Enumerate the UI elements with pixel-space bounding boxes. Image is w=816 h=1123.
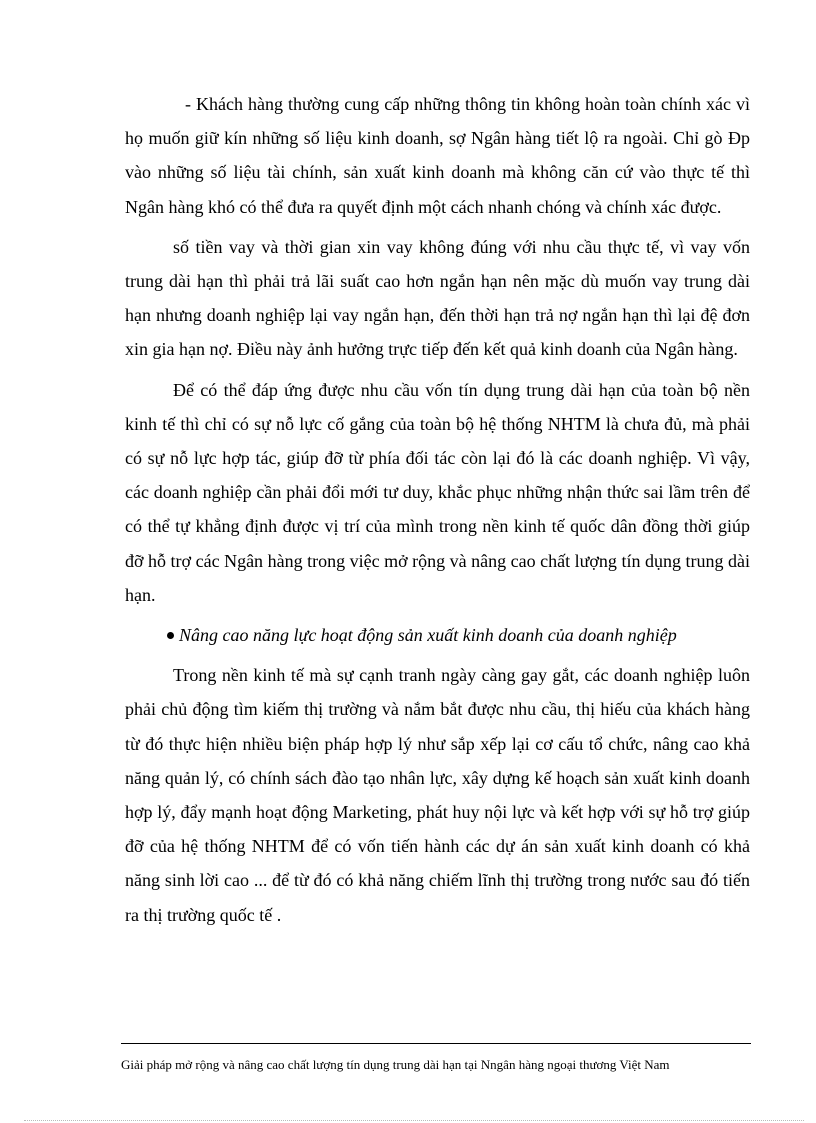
section-bullet-heading bbox=[125, 618, 750, 652]
document-body bbox=[125, 87, 750, 938]
paragraph-enterprise-cooperation: Để có thể đáp ứng được nhu cầu vốn tín dụng trung dài hạn của toàn bộ nền kinh tế thì chỉ có sự nỗ lực cố gắng của toàn bộ hệ thống NHTM là chưa đủ, mà phải có sự nỗ lực hợp tác, giúp đỡ từ phía đối tác còn lại đó là các doanh nghiệp. Vì vậy, các doanh nghiệp cần phải đổi mới tư duy, khắc phục những nhận thức sai lầm trên để có thể tự khẳng định được vị trí của mình trong nền kinh tế quốc dân đồng thời giúp đỡ hỗ trợ các Ngân hàng trong việc mở rộng và nâng cao chất lượng tín dụng trung dài hạn. bbox=[125, 379, 750, 605]
bullet-dot-icon bbox=[167, 632, 174, 639]
page-footer: Giải pháp mở rộng và nâng cao chất lượng tín dụng trung dài hạn tại Nngân hàng ngoại thương Việt Nam bbox=[121, 1057, 670, 1072]
paragraph-customer-information: - Khách hàng thường cung cấp những thông tin không hoàn toàn chính xác vì họ muốn giữ kín những số liệu kinh doanh, sợ Ngân hàng tiết lộ ra ngoài. Chỉ gò Đp vào những số liệu tài chính, sản xuất kinh doanh mà không căn cứ vào thực tế thì Ngân hàng khó có thể đưa ra quyết định một cách nhanh chóng và chính xác được. bbox=[125, 94, 750, 217]
paragraph-loan-term-mismatch: số tiền vay và thời gian xin vay không đúng với nhu cầu thực tế, vì vay vốn trung dài hạn thì phải trả lãi suất cao hơn ngắn hạn nên mặc dù muốn vay trung dài hạn nhưng doanh nghiệp lại vay ngắn hạn, đến thời hạn trả nợ ngắn hạn thì lại đệ đơn xin gia hạn nợ. Điều này ảnh hưởng trực tiếp đến kết quả kinh doanh của Ngân hàng. bbox=[125, 236, 750, 360]
page-edge-divider bbox=[24, 1120, 804, 1121]
paragraph-business-capacity: Trong nền kinh tế mà sự cạnh tranh ngày càng gay gắt, các doanh nghiệp luôn phải chủ động tìm kiếm thị trường và nắm bắt được nhu cầu, thị hiếu của khách hàng từ đó thực hiện nhiều biện pháp hợp lý như sắp xếp lại cơ cấu tổ chức, nâng cao khả năng quản lý, có chính sách đào tạo nhân lực, xây dựng kế hoạch sản xuất kinh doanh hợp lý, đẩy mạnh hoạt động Marketing, phát huy nội lực và kết hợp với sự hỗ trợ giúp đỡ của hệ thống NHTM để có vốn tiến hành các dự án sản xuất kinh doanh có khả năng sinh lời cao ... để từ đó có khả năng chiếm lĩnh thị trường trong nước sau đó tiến ra thị trường quốc tế . bbox=[125, 665, 750, 925]
footer-divider bbox=[121, 1043, 751, 1044]
bullet-heading-text: Nâng cao năng lực hoạt động sản xuất kinh doanh của doanh nghiệp bbox=[179, 625, 677, 646]
